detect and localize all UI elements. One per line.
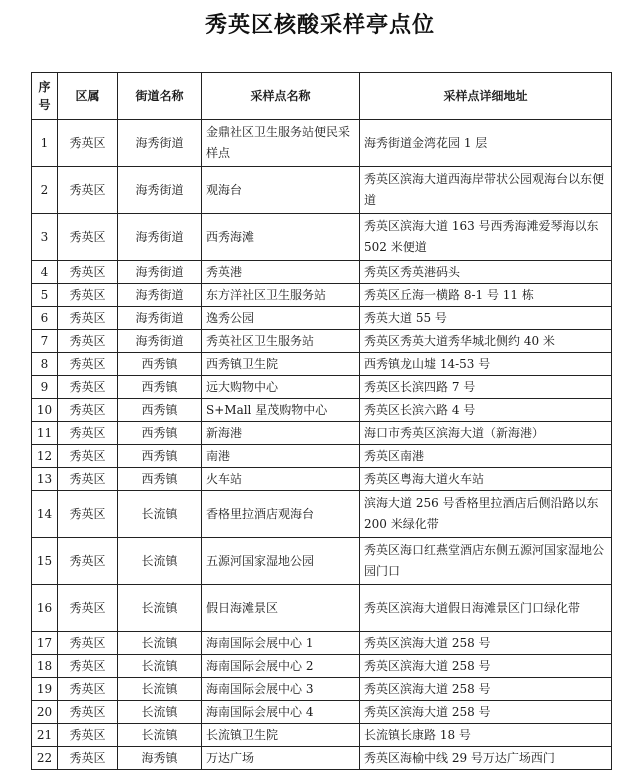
cell-site: 南港 xyxy=(202,445,360,468)
cell-street: 长流镇 xyxy=(118,724,202,747)
cell-street: 长流镇 xyxy=(118,655,202,678)
table-row xyxy=(32,632,612,655)
cell-site: 秀英港 xyxy=(202,261,360,284)
cell-address: 秀英区粤海大道火车站 xyxy=(360,468,612,491)
cell-no: 18 xyxy=(32,655,58,678)
cell-street: 长流镇 xyxy=(118,538,202,585)
cell-no: 20 xyxy=(32,701,58,724)
cell-street: 长流镇 xyxy=(118,585,202,632)
sampling-sites-table xyxy=(31,72,612,770)
cell-street: 海秀街道 xyxy=(118,330,202,353)
cell-site: 金鼎社区卫生服务站便民采样点 xyxy=(202,120,360,167)
cell-site: 西秀海滩 xyxy=(202,214,360,261)
cell-no: 7 xyxy=(32,330,58,353)
cell-district: 秀英区 xyxy=(58,724,118,747)
cell-street: 西秀镇 xyxy=(118,422,202,445)
cell-street: 西秀镇 xyxy=(118,353,202,376)
cell-district: 秀英区 xyxy=(58,678,118,701)
cell-address: 滨海大道 256 号香格里拉酒店后侧沿路以东 200 米绿化带 xyxy=(360,491,612,538)
cell-no: 9 xyxy=(32,376,58,399)
cell-district: 秀英区 xyxy=(58,330,118,353)
cell-district: 秀英区 xyxy=(58,632,118,655)
cell-site: 香格里拉酒店观海台 xyxy=(202,491,360,538)
page-title: 秀英区核酸采样亭点位 xyxy=(204,13,435,38)
cell-district: 秀英区 xyxy=(58,284,118,307)
cell-street: 西秀镇 xyxy=(118,445,202,468)
cell-address: 秀英区滨海大道 258 号 xyxy=(360,678,612,701)
cell-address: 秀英区海口红燕堂酒店东侧五源河国家湿地公园门口 xyxy=(360,538,612,585)
cell-address: 秀英区滨海大道 258 号 xyxy=(360,655,612,678)
cell-district: 秀英区 xyxy=(58,701,118,724)
cell-address: 秀英区海榆中线 29 号万达广场西门 xyxy=(360,747,612,770)
cell-street: 海秀街道 xyxy=(118,261,202,284)
header-address: 采样点详细地址 xyxy=(360,73,612,120)
table-row xyxy=(32,747,612,770)
cell-street: 西秀镇 xyxy=(118,468,202,491)
header-site: 采样点名称 xyxy=(202,73,360,120)
cell-site: 观海台 xyxy=(202,167,360,214)
cell-district: 秀英区 xyxy=(58,376,118,399)
table-row xyxy=(32,167,612,214)
cell-no: 10 xyxy=(32,399,58,422)
cell-no: 16 xyxy=(32,585,58,632)
cell-no: 11 xyxy=(32,422,58,445)
cell-no: 17 xyxy=(32,632,58,655)
cell-no: 22 xyxy=(32,747,58,770)
table-row xyxy=(32,376,612,399)
cell-address: 秀英区滨海大道 258 号 xyxy=(360,632,612,655)
table-row xyxy=(32,330,612,353)
table-row xyxy=(32,585,612,632)
table-row xyxy=(32,307,612,330)
table-row xyxy=(32,655,612,678)
cell-district: 秀英区 xyxy=(58,468,118,491)
cell-no: 5 xyxy=(32,284,58,307)
table-row xyxy=(32,284,612,307)
cell-address: 秀英区滨海大道假日海滩景区门口绿化带 xyxy=(360,585,612,632)
table-row xyxy=(32,468,612,491)
cell-address: 秀英区滨海大道 163 号西秀海滩爱琴海以东 502 米便道 xyxy=(360,214,612,261)
cell-site: 海南国际会展中心 4 xyxy=(202,701,360,724)
cell-street: 西秀镇 xyxy=(118,399,202,422)
cell-address: 秀英区长滨四路 7 号 xyxy=(360,376,612,399)
cell-address: 海口市秀英区滨海大道（新海港） xyxy=(360,422,612,445)
cell-address: 长流镇长康路 18 号 xyxy=(360,724,612,747)
cell-district: 秀英区 xyxy=(58,399,118,422)
cell-site: 远大购物中心 xyxy=(202,376,360,399)
cell-site: 五源河国家湿地公园 xyxy=(202,538,360,585)
table-row xyxy=(32,724,612,747)
cell-street: 长流镇 xyxy=(118,678,202,701)
cell-district: 秀英区 xyxy=(58,214,118,261)
cell-district: 秀英区 xyxy=(58,307,118,330)
cell-street: 海秀镇 xyxy=(118,747,202,770)
cell-district: 秀英区 xyxy=(58,261,118,284)
cell-address: 秀英区秀英大道秀华城北侧约 40 米 xyxy=(360,330,612,353)
cell-address: 秀英区滨海大道 258 号 xyxy=(360,701,612,724)
cell-site: 火车站 xyxy=(202,468,360,491)
cell-street: 西秀镇 xyxy=(118,376,202,399)
table-header-row xyxy=(32,73,612,120)
cell-no: 1 xyxy=(32,120,58,167)
table-row xyxy=(32,399,612,422)
cell-street: 海秀街道 xyxy=(118,167,202,214)
cell-district: 秀英区 xyxy=(58,538,118,585)
table-row xyxy=(32,120,612,167)
cell-site: 秀英社区卫生服务站 xyxy=(202,330,360,353)
cell-site: S+Mall 星茂购物中心 xyxy=(202,399,360,422)
cell-site: 海南国际会展中心 3 xyxy=(202,678,360,701)
table-row xyxy=(32,445,612,468)
cell-address: 秀英区滨海大道西海岸带状公园观海台以东便道 xyxy=(360,167,612,214)
table-row xyxy=(32,538,612,585)
cell-street: 海秀街道 xyxy=(118,307,202,330)
cell-street: 长流镇 xyxy=(118,701,202,724)
cell-street: 海秀街道 xyxy=(118,214,202,261)
cell-street: 海秀街道 xyxy=(118,120,202,167)
cell-address: 秀英区南港 xyxy=(360,445,612,468)
table-row xyxy=(32,701,612,724)
cell-site: 西秀镇卫生院 xyxy=(202,353,360,376)
cell-district: 秀英区 xyxy=(58,655,118,678)
cell-address: 秀英区秀英港码头 xyxy=(360,261,612,284)
cell-address: 秀英大道 55 号 xyxy=(360,307,612,330)
cell-address: 西秀镇龙山墟 14-53 号 xyxy=(360,353,612,376)
header-no: 序号 xyxy=(32,73,58,120)
cell-no: 12 xyxy=(32,445,58,468)
cell-site: 海南国际会展中心 2 xyxy=(202,655,360,678)
cell-address: 秀英区丘海一横路 8-1 号 11 栋 xyxy=(360,284,612,307)
table-row xyxy=(32,678,612,701)
cell-no: 2 xyxy=(32,167,58,214)
cell-address: 海秀街道金湾花园 1 层 xyxy=(360,120,612,167)
cell-site: 长流镇卫生院 xyxy=(202,724,360,747)
cell-no: 8 xyxy=(32,353,58,376)
cell-street: 海秀街道 xyxy=(118,284,202,307)
cell-site: 假日海滩景区 xyxy=(202,585,360,632)
cell-no: 3 xyxy=(32,214,58,261)
cell-district: 秀英区 xyxy=(58,491,118,538)
header-district: 区属 xyxy=(58,73,118,120)
cell-street: 长流镇 xyxy=(118,632,202,655)
cell-district: 秀英区 xyxy=(58,445,118,468)
cell-no: 19 xyxy=(32,678,58,701)
cell-no: 14 xyxy=(32,491,58,538)
table-row xyxy=(32,353,612,376)
table-row xyxy=(32,422,612,445)
cell-street: 长流镇 xyxy=(118,491,202,538)
cell-site: 逸秀公园 xyxy=(202,307,360,330)
cell-address: 秀英区长滨六路 4 号 xyxy=(360,399,612,422)
cell-no: 6 xyxy=(32,307,58,330)
cell-district: 秀英区 xyxy=(58,120,118,167)
cell-district: 秀英区 xyxy=(58,167,118,214)
cell-district: 秀英区 xyxy=(58,747,118,770)
table-row xyxy=(32,261,612,284)
table-row xyxy=(32,491,612,538)
cell-site: 东方洋社区卫生服务站 xyxy=(202,284,360,307)
cell-no: 21 xyxy=(32,724,58,747)
cell-site: 万达广场 xyxy=(202,747,360,770)
header-street: 街道名称 xyxy=(118,73,202,120)
table-body xyxy=(32,120,612,770)
cell-district: 秀英区 xyxy=(58,585,118,632)
cell-no: 4 xyxy=(32,261,58,284)
cell-site: 海南国际会展中心 1 xyxy=(202,632,360,655)
cell-district: 秀英区 xyxy=(58,353,118,376)
table-row xyxy=(32,214,612,261)
cell-site: 新海港 xyxy=(202,422,360,445)
cell-no: 13 xyxy=(32,468,58,491)
cell-no: 15 xyxy=(32,538,58,585)
cell-district: 秀英区 xyxy=(58,422,118,445)
